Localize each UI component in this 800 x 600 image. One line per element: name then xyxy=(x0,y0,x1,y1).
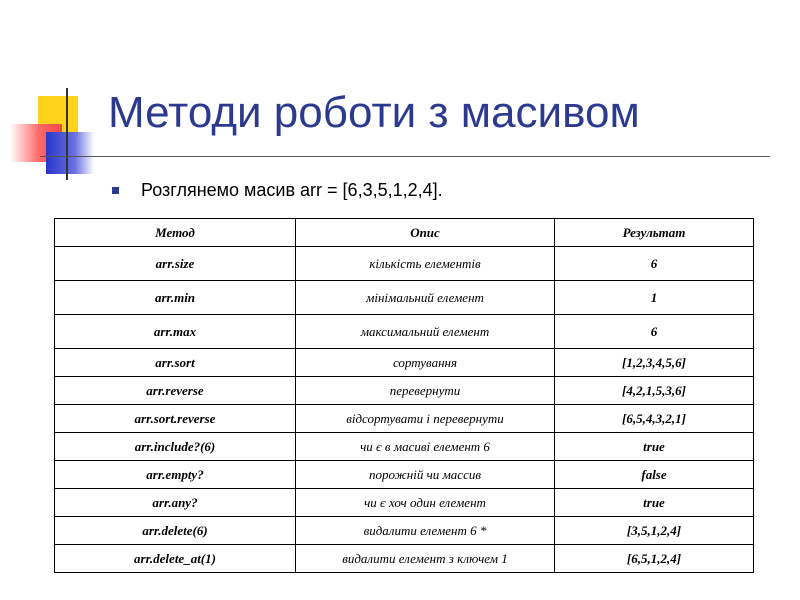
cell-method: arr.delete(6) xyxy=(55,517,296,545)
cell-description: максимальний елемент xyxy=(296,315,555,349)
cell-result: 6 xyxy=(555,247,754,281)
cell-description: видалити елемент з ключем 1 xyxy=(296,545,555,573)
cell-result: false xyxy=(555,461,754,489)
cell-description: чи є хоч один елемент xyxy=(296,489,555,517)
cell-result: [6,5,4,3,2,1] xyxy=(555,405,754,433)
table-row xyxy=(55,315,754,349)
table-row xyxy=(55,545,754,573)
table-header-row xyxy=(55,219,754,247)
logo-vertical-line xyxy=(66,88,68,180)
cell-description: сортування xyxy=(296,349,555,377)
cell-result: [1,2,3,4,5,6] xyxy=(555,349,754,377)
cell-method: arr.delete_at(1) xyxy=(55,545,296,573)
cell-result: 6 xyxy=(555,315,754,349)
table-row xyxy=(55,281,754,315)
cell-description: чи є в масиві елемент 6 xyxy=(296,433,555,461)
cell-method: arr.max xyxy=(55,315,296,349)
table-row xyxy=(55,489,754,517)
cell-result: [3,5,1,2,4] xyxy=(555,517,754,545)
cell-method: arr.size xyxy=(55,247,296,281)
cell-description: порожній чи массив xyxy=(296,461,555,489)
table-row xyxy=(55,377,754,405)
cell-result: true xyxy=(555,433,754,461)
cell-method: arr.empty? xyxy=(55,461,296,489)
cell-result: true xyxy=(555,489,754,517)
table-row xyxy=(55,405,754,433)
bullet-square-icon xyxy=(112,187,119,194)
bullet-text: Розглянемо масив arr = [6,3,5,1,2,4]. xyxy=(141,180,443,200)
cell-method: arr.reverse xyxy=(55,377,296,405)
cell-method: arr.min xyxy=(55,281,296,315)
table-row xyxy=(55,517,754,545)
cell-description: видалити елемент 6 * xyxy=(296,517,555,545)
cell-description: мінімальний елемент xyxy=(296,281,555,315)
cell-description: перевернути xyxy=(296,377,555,405)
cell-description: відсортувати і перевернути xyxy=(296,405,555,433)
cell-description: кількість елементів xyxy=(296,247,555,281)
cell-method: arr.any? xyxy=(55,489,296,517)
title-underline xyxy=(40,156,770,157)
header-result: Результат xyxy=(555,219,754,247)
table-row xyxy=(55,247,754,281)
logo-blue-square xyxy=(46,132,94,174)
table-row xyxy=(55,349,754,377)
methods-table xyxy=(54,218,754,573)
cell-result: [6,5,1,2,4] xyxy=(555,545,754,573)
cell-method: arr.sort.reverse xyxy=(55,405,296,433)
header-method: Метод xyxy=(55,219,296,247)
slide-title: Методи роботи з масивом xyxy=(108,88,640,137)
cell-method: arr.sort xyxy=(55,349,296,377)
header-description: Опис xyxy=(296,219,555,247)
table-row xyxy=(55,461,754,489)
cell-result: 1 xyxy=(555,281,754,315)
bullet-item xyxy=(112,180,443,201)
table-row xyxy=(55,433,754,461)
slide-logo xyxy=(0,0,120,190)
cell-result: [4,2,1,5,3,6] xyxy=(555,377,754,405)
cell-method: arr.include?(6) xyxy=(55,433,296,461)
